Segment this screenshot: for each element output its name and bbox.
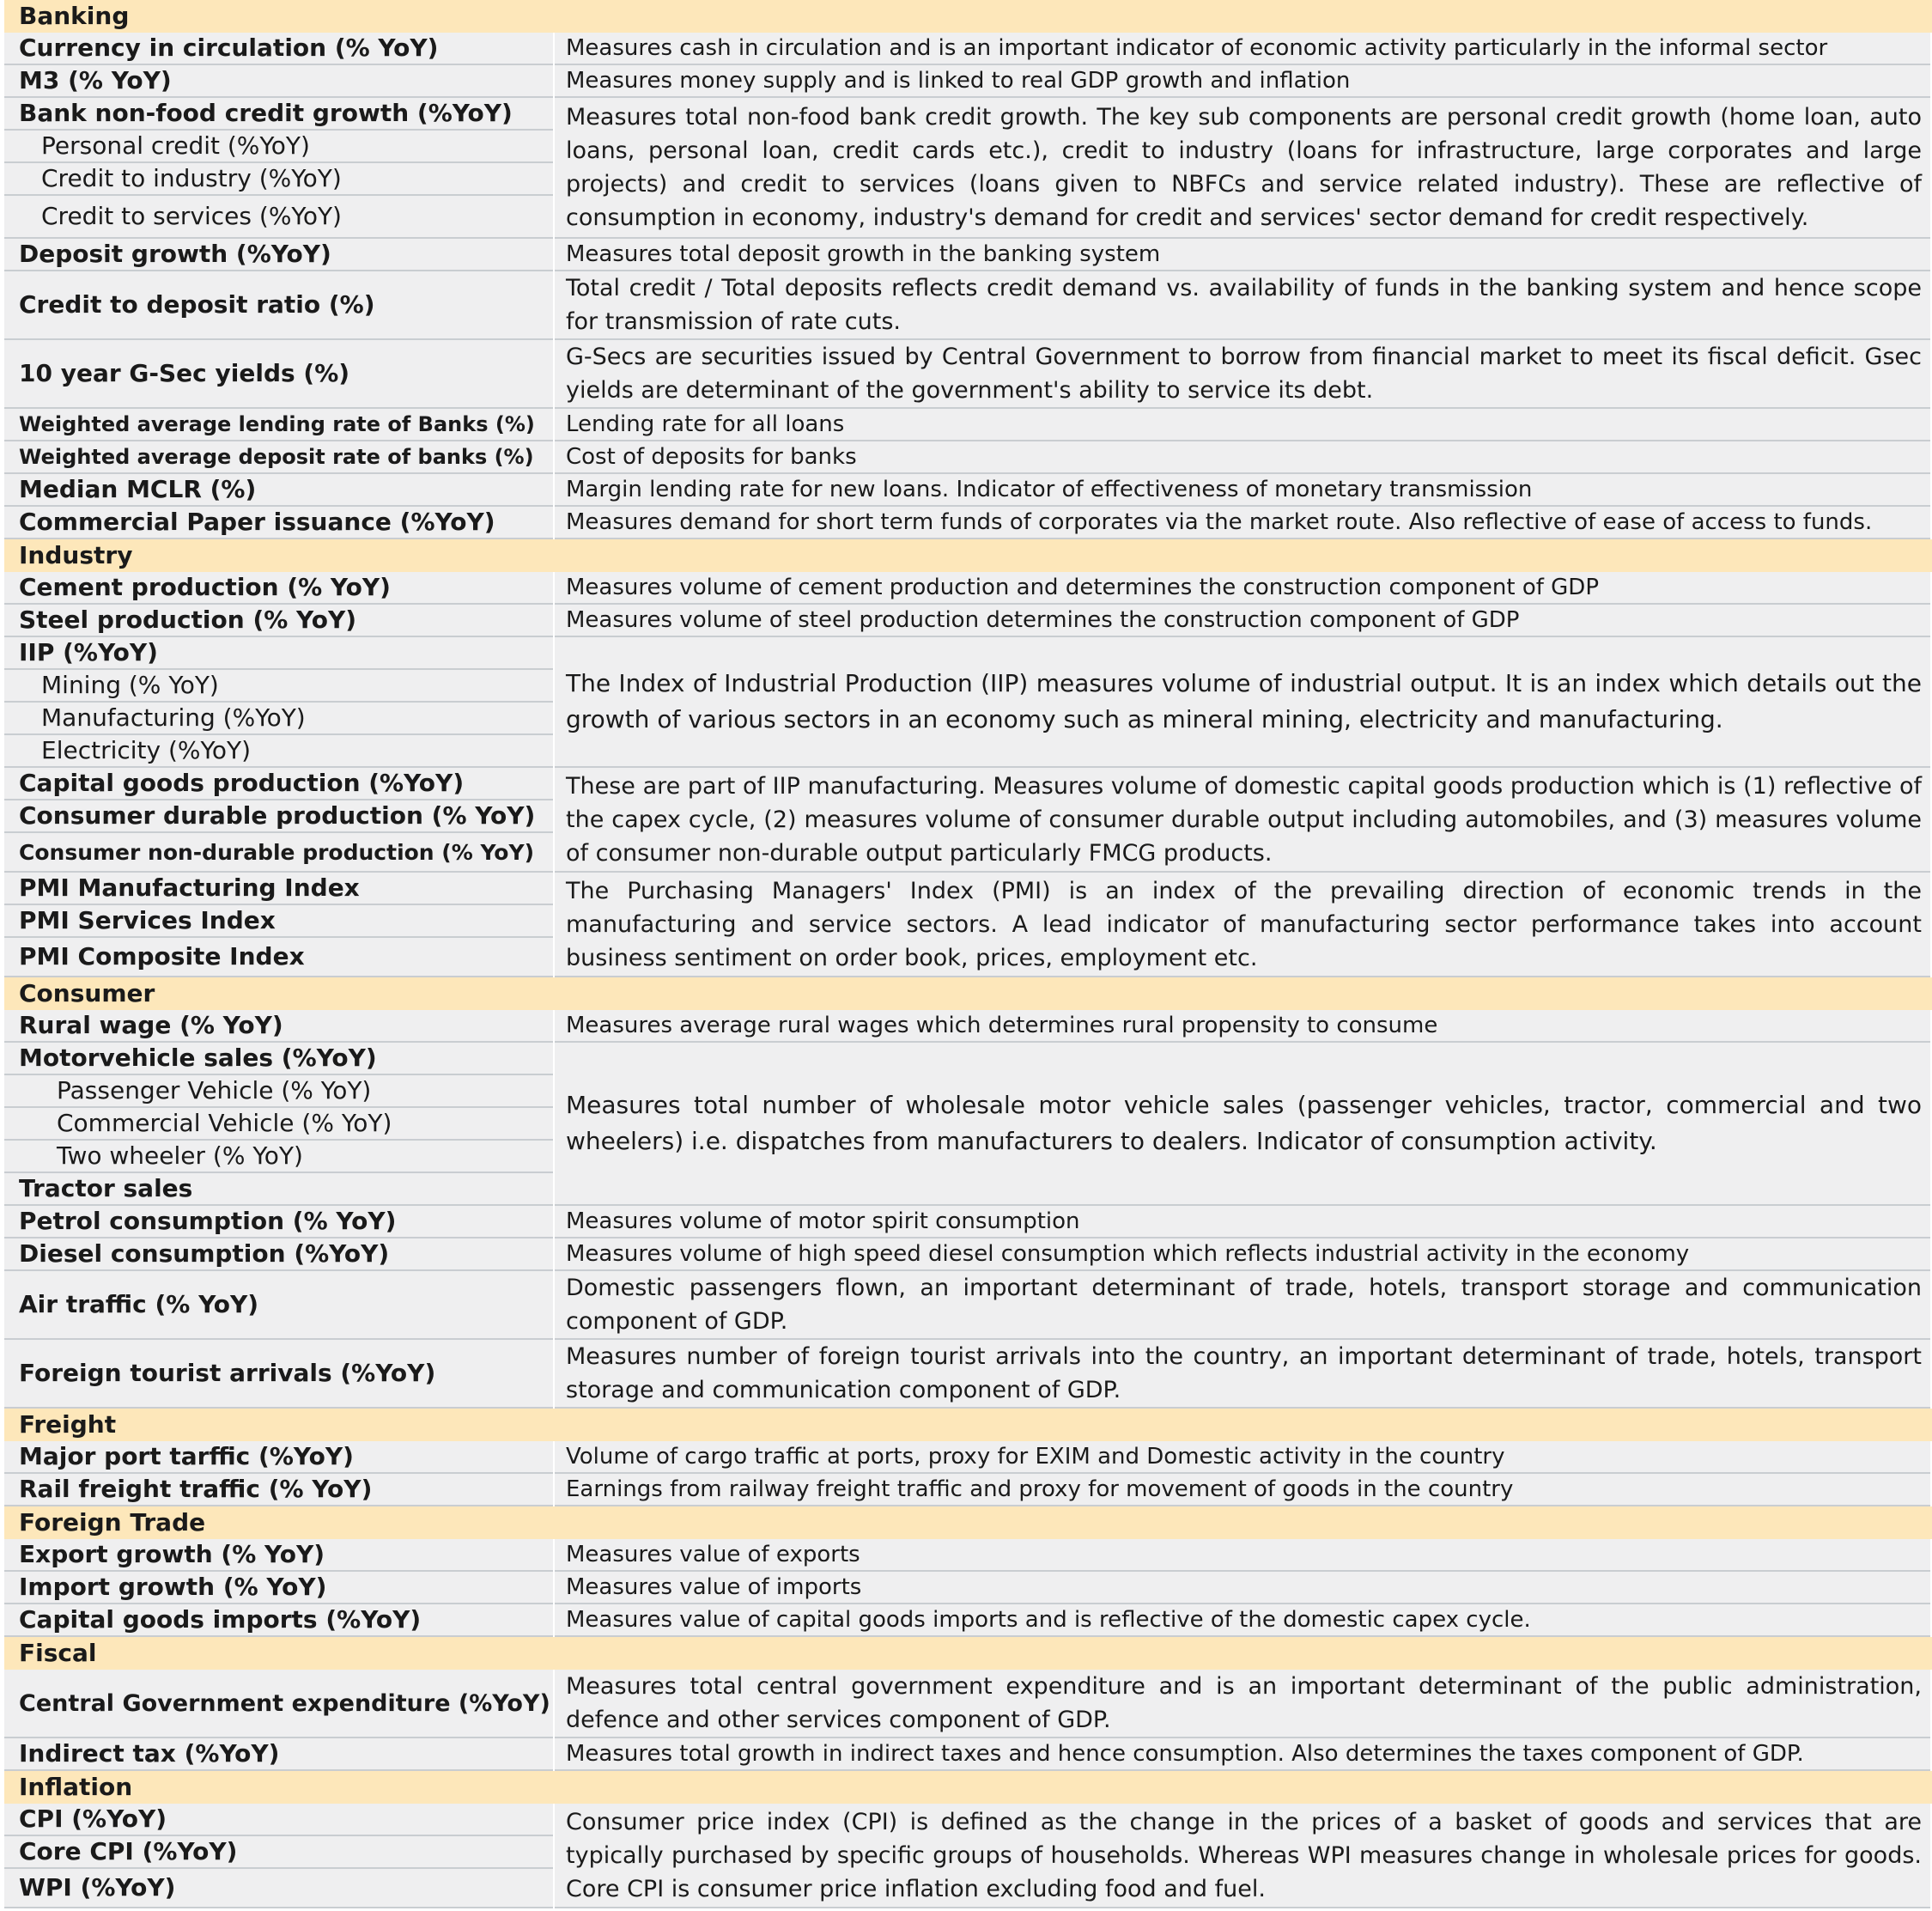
description-text: Measures demand for short term funds of corporates via the market route. Also reflective of ease of access to funds. [566,509,1873,535]
indicator-import: Import growth (% YoY) [4,1572,553,1604]
indicator-export: Export growth (% YoY) [4,1539,553,1572]
description-walr [555,409,1930,441]
description-text: Measures value of capital goods imports and is reflective of the domestic capex cycle. [566,1607,1531,1633]
indicator-diesel: Diesel consumption (%YoY) [4,1238,553,1271]
indicator-cement: Cement production (% YoY) [4,572,553,605]
section-title: Freight [19,1410,117,1439]
indicator-pmi-mfg: PMI Manufacturing Index [4,873,553,905]
description-rail [555,1474,1930,1506]
indicator-mclr: Median MCLR (%) [4,474,553,507]
indicator-capital-imports: Capital goods imports (%YoY) [4,1604,553,1637]
description-steel [555,605,1930,637]
indicator-tourist: Foreign tourist arrivals (%YoY) [4,1340,553,1409]
description-govt-expenditure [555,1670,1930,1738]
description-text: Consumer price index (CPI) is defined as the change in the prices of a basket of goods and services that are typically purchased by specific groups of households. Whereas WPI measures change in wholesale prices for goods. Core CPI is consumer price inflation excluding food and fuel. [566,1808,1922,1902]
indicator-wadr: Weighted average deposit rate of banks (%) [4,441,553,474]
description-text: These are part of IIP manufacturing. Measures volume of domestic capital goods production which is (1) reflective of the capex cycle, (2) measures volume of consumer durable output including automobiles, and (3) measures volume of consumer non-durable output particularly FMCG products. [566,772,1922,867]
description-text: Volume of cargo traffic at ports, proxy for EXIM and Domestic activity in the country [566,1444,1505,1470]
indicator-wpi: WPI (%YoY) [4,1869,553,1908]
description-text: Cost of deposits for banks [566,444,857,470]
description-tourist [555,1340,1930,1409]
indicator-rural-wage: Rural wage (% YoY) [4,1010,553,1043]
description-motor-sales [555,1043,1930,1206]
indicator-bank-credit: Bank non-food credit growth (%YoY) [4,98,553,131]
section-title: Foreign Trade [19,1508,206,1537]
indicator-core-cpi: Core CPI (%YoY) [4,1836,553,1869]
description-inflation [555,1804,1930,1908]
section-title: Industry [19,541,133,569]
indicator-capital-goods: Capital goods production (%YoY) [4,768,553,800]
description-cement [555,572,1930,605]
description-text: Total credit / Total deposits reflects credit demand vs. availability of funds in the banking system and hence scope for transmission of rate cuts. [566,275,1922,335]
indicator-deposit-growth: Deposit growth (%YoY) [4,239,553,271]
indicator-rail: Rail freight traffic (% YoY) [4,1474,553,1506]
indicator-m3: M3 (% YoY) [4,65,553,98]
indicator-gsec: 10 year G-Sec yields (%) [4,340,553,409]
indicator-steel: Steel production (% YoY) [4,605,553,637]
description-text: Measures value of exports [566,1542,860,1567]
indicator-port: Major port tarffic (%YoY) [4,1441,553,1474]
description-text: Margin lending rate for new loans. Indicator of effectiveness of monetary transmission [566,477,1533,502]
description-text: The Index of Industrial Production (IIP) measures volume of industrial output. It is an index which details out the growth of various sectors in an economy such as mineral mining, electricity and manufacturing. [566,669,1922,733]
description-text: Domestic passengers flown, an important determinant of trade, hotels, transport storage and communication component of GDP. [566,1275,1922,1335]
indicator-tractor: Tractor sales [4,1173,553,1206]
description-cp [555,507,1930,539]
indicator-table [4,0,1932,1911]
indicator-mining: Mining (% YoY) [4,670,553,703]
indicator-pmi-composite: PMI Composite Index [4,938,553,977]
indicator-pmi-services: PMI Services Index [4,905,553,938]
description-text: Measures volume of motor spirit consumption [566,1208,1080,1234]
description-currency [555,33,1930,65]
description-text: Measures number of foreign tourist arrivals into the country, an important determinant of trade, hotels, transport storage and communication component of GDP. [566,1343,1922,1403]
description-import [555,1572,1930,1604]
description-text: Measures cash in circulation and is an important indicator of economic activity particularly in the informal sector [566,35,1828,61]
description-text: Measures average rural wages which determines rural propensity to consume [566,1013,1438,1038]
indicator-manufacturing: Manufacturing (%YoY) [4,703,553,735]
description-text: Measures volume of cement production and determines the construction component of GDP [566,575,1599,600]
indicator-iip: IIP (%YoY) [4,637,553,670]
section-header-fiscal [4,1637,1932,1670]
indicator-cp: Commercial Paper issuance (%YoY) [4,507,553,539]
section-header-consumer [4,977,1932,1010]
description-diesel [555,1238,1930,1271]
section-title: Inflation [19,1773,133,1801]
indicator-credit-industry: Credit to industry (%YoY) [4,163,553,196]
description-text: Measures total non-food bank credit growth. The key sub components are personal credit growth (home loan, auto loans, personal loan, credit cards etc.), credit to industry (loans for infrastructure, large corporates and large projects) and credit to services (loans given to NBFCs and service related industry). These are reflective of consumption in economy, industry's demand for credit and services' sector demand for credit respectively. [566,104,1922,231]
indicator-two-wheeler: Two wheeler (% YoY) [4,1141,553,1173]
description-text: The Purchasing Managers' Index (PMI) is an index of the prevailing direction of economic trends in the manufacturing and service sectors. A lead indicator of manufacturing sector performance takes into account business sentiment on order book, prices, employment etc. [566,877,1922,971]
description-text: Measures total number of wholesale motor vehicle sales (passenger vehicles, tractor, commercial and two wheelers) i.e. dispatches from manufacturers to dealers. Indicator of consumption activity. [566,1091,1922,1155]
indicator-consumer-durable: Consumer durable production (% YoY) [4,800,553,833]
description-text: G-Secs are securities issued by Central Government to borrow from financial market to meet its fiscal deficit. Gsec yields are determinant of the government's ability to service its debt. [566,344,1922,404]
description-text: Lending rate for all loans [566,411,845,437]
description-air-traffic [555,1271,1930,1340]
section-title: Fiscal [19,1639,97,1667]
description-bank-credit [555,98,1930,239]
indicator-petrol: Petrol consumption (% YoY) [4,1206,553,1238]
indicator-consumer-nondurable: Consumer non-durable production (% YoY) [4,833,553,873]
section-header-foreign-trade [4,1506,1932,1539]
indicator-cd-ratio: Credit to deposit ratio (%) [4,271,553,340]
indicator-passenger-vehicle: Passenger Vehicle (% YoY) [4,1075,553,1108]
description-deposit-growth [555,239,1930,271]
section-title: Consumer [19,979,155,1007]
description-rural-wage [555,1010,1930,1043]
section-title: Banking [19,2,130,30]
description-gsec [555,340,1930,409]
description-mclr [555,474,1930,507]
section-header-industry [4,539,1932,572]
description-text: Measures total growth in indirect taxes and hence consumption. Also determines the taxes component of GDP. [566,1741,1804,1767]
description-indirect-tax [555,1738,1930,1771]
description-cd-ratio [555,271,1930,340]
section-header-freight [4,1409,1932,1441]
description-text: Measures value of imports [566,1574,862,1600]
section-header-inflation [4,1771,1932,1804]
description-capital-imports [555,1604,1930,1637]
indicator-commercial-vehicle: Commercial Vehicle (% YoY) [4,1108,553,1141]
indicator-personal-credit: Personal credit (%YoY) [4,131,553,163]
indicator-indirect-tax: Indirect tax (%YoY) [4,1738,553,1771]
indicator-air-traffic: Air traffic (% YoY) [4,1271,553,1340]
indicator-cpi: CPI (%YoY) [4,1804,553,1836]
description-export [555,1539,1930,1572]
description-text: Measures volume of high speed diesel consumption which reflects industrial activity in the economy [566,1241,1690,1267]
indicator-electricity: Electricity (%YoY) [4,735,553,768]
description-text: Earnings from railway freight traffic and proxy for movement of goods in the country [566,1476,1514,1502]
description-text: Measures volume of steel production determines the construction component of GDP [566,607,1520,633]
description-text: Measures total deposit growth in the banking system [566,241,1161,267]
description-wadr [555,441,1930,474]
indicator-govt-expenditure: Central Government expenditure (%YoY) [4,1670,553,1738]
indicator-walr: Weighted average lending rate of Banks (%) [4,409,553,441]
description-pmi [555,873,1930,977]
indicator-currency: Currency in circulation (% YoY) [4,33,553,65]
description-m3 [555,65,1930,98]
section-header-banking [4,0,1932,33]
indicator-motor-sales: Motorvehicle sales (%YoY) [4,1043,553,1075]
description-capital-goods [555,768,1930,873]
description-text: Measures total central government expenditure and is an important determinant of the public administration, defence and other services component of GDP. [566,1673,1922,1733]
description-port [555,1441,1930,1474]
description-iip [555,637,1930,768]
description-petrol [555,1206,1930,1238]
description-text: Measures money supply and is linked to real GDP growth and inflation [566,68,1351,94]
indicator-credit-services: Credit to services (%YoY) [4,196,553,239]
